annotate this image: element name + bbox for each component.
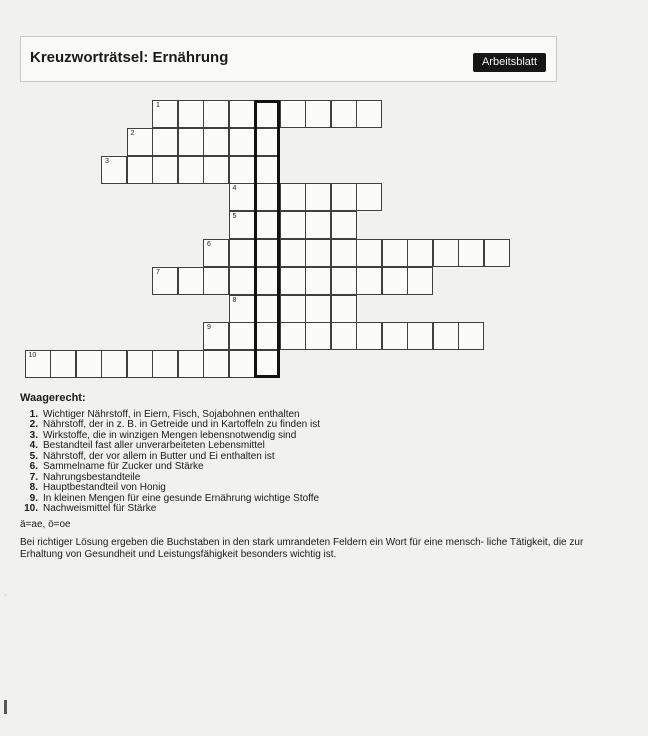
crossword-cell[interactable] [178,350,204,378]
crossword-cell[interactable] [127,128,153,156]
crossword-cell[interactable] [127,156,153,184]
crossword-cell[interactable] [254,350,280,378]
crossword-cell[interactable] [229,267,255,295]
crossword-cell[interactable] [280,100,306,128]
clue-item-text: Nachweismittel für Stärke [43,503,157,514]
crossword-cell[interactable] [178,156,204,184]
clue-number: 4 [232,185,237,193]
clue-number: 5 [232,213,237,221]
crossword-cell[interactable] [305,322,331,350]
clue-item-number: 5. [29,450,38,462]
crossword-cell[interactable] [254,267,280,295]
crossword-cell[interactable] [356,183,382,211]
clue-item-text: Wichtiger Nährstoff, in Eiern, Fisch, Sojabohnen enthalten [43,408,300,420]
clue-item-text: Nahrungsbestandteile [43,471,141,483]
crossword-cell[interactable] [305,239,331,267]
crossword-cell[interactable] [407,322,433,350]
crossword-cell[interactable] [50,350,76,378]
crossword-cell[interactable] [280,239,306,267]
clue-number: 3 [105,157,109,165]
crossword-cell[interactable] [229,295,255,323]
clue-number: 1 [156,102,160,109]
umlaut-note: ä=ae, ö=oe [20,518,71,530]
crossword-cell[interactable] [356,267,382,295]
crossword-cell[interactable] [203,322,229,350]
crossword-cell[interactable] [331,100,357,128]
clue-item [20,483,620,494]
crossword-cell[interactable] [229,156,255,184]
clue-number: 9 [207,324,211,332]
clue-number: 7 [156,268,160,276]
crossword-cell[interactable] [152,128,178,156]
crossword-cell[interactable] [356,100,382,128]
crossword-cell[interactable] [433,322,459,350]
crossword-cell[interactable] [254,211,280,239]
crossword-cell[interactable] [229,128,255,156]
crossword-cell[interactable] [254,239,280,267]
crossword-cell[interactable] [305,267,331,295]
crossword-cell[interactable] [280,211,306,239]
crossword-cell[interactable] [203,239,229,267]
crossword-cell[interactable] [76,350,102,378]
punch-mark [4,700,7,714]
crossword-cell[interactable] [305,211,331,239]
crossword-cell[interactable] [356,322,382,350]
clue-number: 8 [232,296,237,304]
clue-item-number: 6. [29,461,38,472]
crossword-cell[interactable] [331,295,357,323]
crossword-cell[interactable] [152,267,178,295]
clue-item-text: Wirkstoffe, die in winzigen Mengen lebensnotwendig sind [43,429,297,441]
crossword-cell[interactable] [331,267,357,295]
clue-item [20,441,620,452]
clue-item-number: 7. [29,471,38,483]
crossword-cell[interactable] [203,156,229,184]
crossword-cell[interactable] [433,239,459,267]
crossword-cell[interactable] [280,295,306,323]
clue-number: 10 [28,352,37,360]
clues-section [20,393,620,561]
clue-number: 2 [130,129,135,137]
clue-list [20,410,620,515]
crossword-cell[interactable] [254,156,280,184]
clues-heading: Waagerecht: [20,392,86,404]
crossword-cell[interactable] [280,322,306,350]
crossword-cell[interactable] [229,350,255,378]
crossword-cell[interactable] [127,350,153,378]
clue-item [20,504,620,515]
crossword-cell[interactable] [254,100,280,128]
crossword-cell[interactable] [484,239,510,267]
crossword-cell[interactable] [305,183,331,211]
crossword-cell[interactable] [254,322,280,350]
clue-item-number: 3. [29,429,38,441]
clue-number: 6 [207,241,211,248]
crossword-cell[interactable] [229,211,255,239]
crossword-cell[interactable] [331,183,357,211]
clue-item-text: Bestandteil fast aller unverarbeiteten Lebensmittel [43,440,265,451]
crossword-cell[interactable] [254,295,280,323]
clue-item-text: In kleinen Mengen für eine gesunde Ernährung wichtige Stoffe [43,492,320,504]
clue-item-text: Nährstoff, der vor allem in Butter und Ei enthalten ist [43,450,275,462]
crossword-cell[interactable] [458,239,484,267]
crossword-cell[interactable] [152,350,178,378]
crossword-cell[interactable] [331,322,357,350]
crossword-cell[interactable] [229,183,255,211]
crossword-cell[interactable] [25,350,51,378]
crossword-cell[interactable] [382,322,408,350]
crossword-cell[interactable] [407,267,433,295]
crossword-cell[interactable] [254,183,280,211]
crossword-cell[interactable] [407,239,433,267]
clue-item-number: 1. [29,408,38,420]
crossword-cell[interactable] [254,128,280,156]
clue-item [20,420,620,431]
crossword-cell[interactable] [203,267,229,295]
crossword-cell[interactable] [331,211,357,239]
clue-item-number: 9. [29,492,38,504]
crossword-cell[interactable] [331,239,357,267]
side-margin-mark: · [3,594,9,596]
crossword-cell[interactable] [356,239,382,267]
crossword-cell[interactable] [229,100,255,128]
clue-item-number: 2. [29,419,38,430]
crossword-cell[interactable] [178,267,204,295]
clue-item-text: Hauptbestandteil von Honig [43,482,166,493]
clue-item-text: Sammelname für Zucker und Stärke [43,461,204,472]
crossword-cell[interactable] [280,183,306,211]
crossword-cell[interactable] [203,350,229,378]
crossword-cell[interactable] [229,322,255,350]
crossword-cell[interactable] [203,128,229,156]
crossword-cell[interactable] [382,267,408,295]
crossword-cell[interactable] [101,350,127,378]
solution-instructions: Bei richtiger Lösung ergeben die Buchstaben in den stark umrandeten Feldern ein Wort für eine mensch- liche Tätigkeit, die zur Erhaltung von Gesundheit und Leistungsfähigkeit besonders wichtig ist. [20,537,584,560]
crossword-cell[interactable] [152,156,178,184]
worksheet-badge: Arbeitsblatt [473,53,546,72]
crossword-cell[interactable] [152,100,178,128]
clue-item [20,462,620,473]
page-title: Kreuzworträtsel: Ernährung [30,49,229,66]
crossword-cell[interactable] [178,128,204,156]
crossword-cell[interactable] [229,239,255,267]
crossword-cell[interactable] [458,322,484,350]
crossword-cell[interactable] [305,100,331,128]
crossword-cell[interactable] [101,156,127,184]
clue-item-number: 8. [29,482,38,493]
crossword-cell[interactable] [305,295,331,323]
clue-item-text: Nährstoff, der in z. B. in Getreide und in Kartoffeln zu finden ist [43,419,321,430]
clue-item-number: 10. [24,503,38,514]
crossword-cell[interactable] [203,100,229,128]
clue-item-number: 4. [29,440,38,451]
crossword-cell[interactable] [382,239,408,267]
crossword-cell[interactable] [280,267,306,295]
crossword-cell[interactable] [178,100,204,128]
